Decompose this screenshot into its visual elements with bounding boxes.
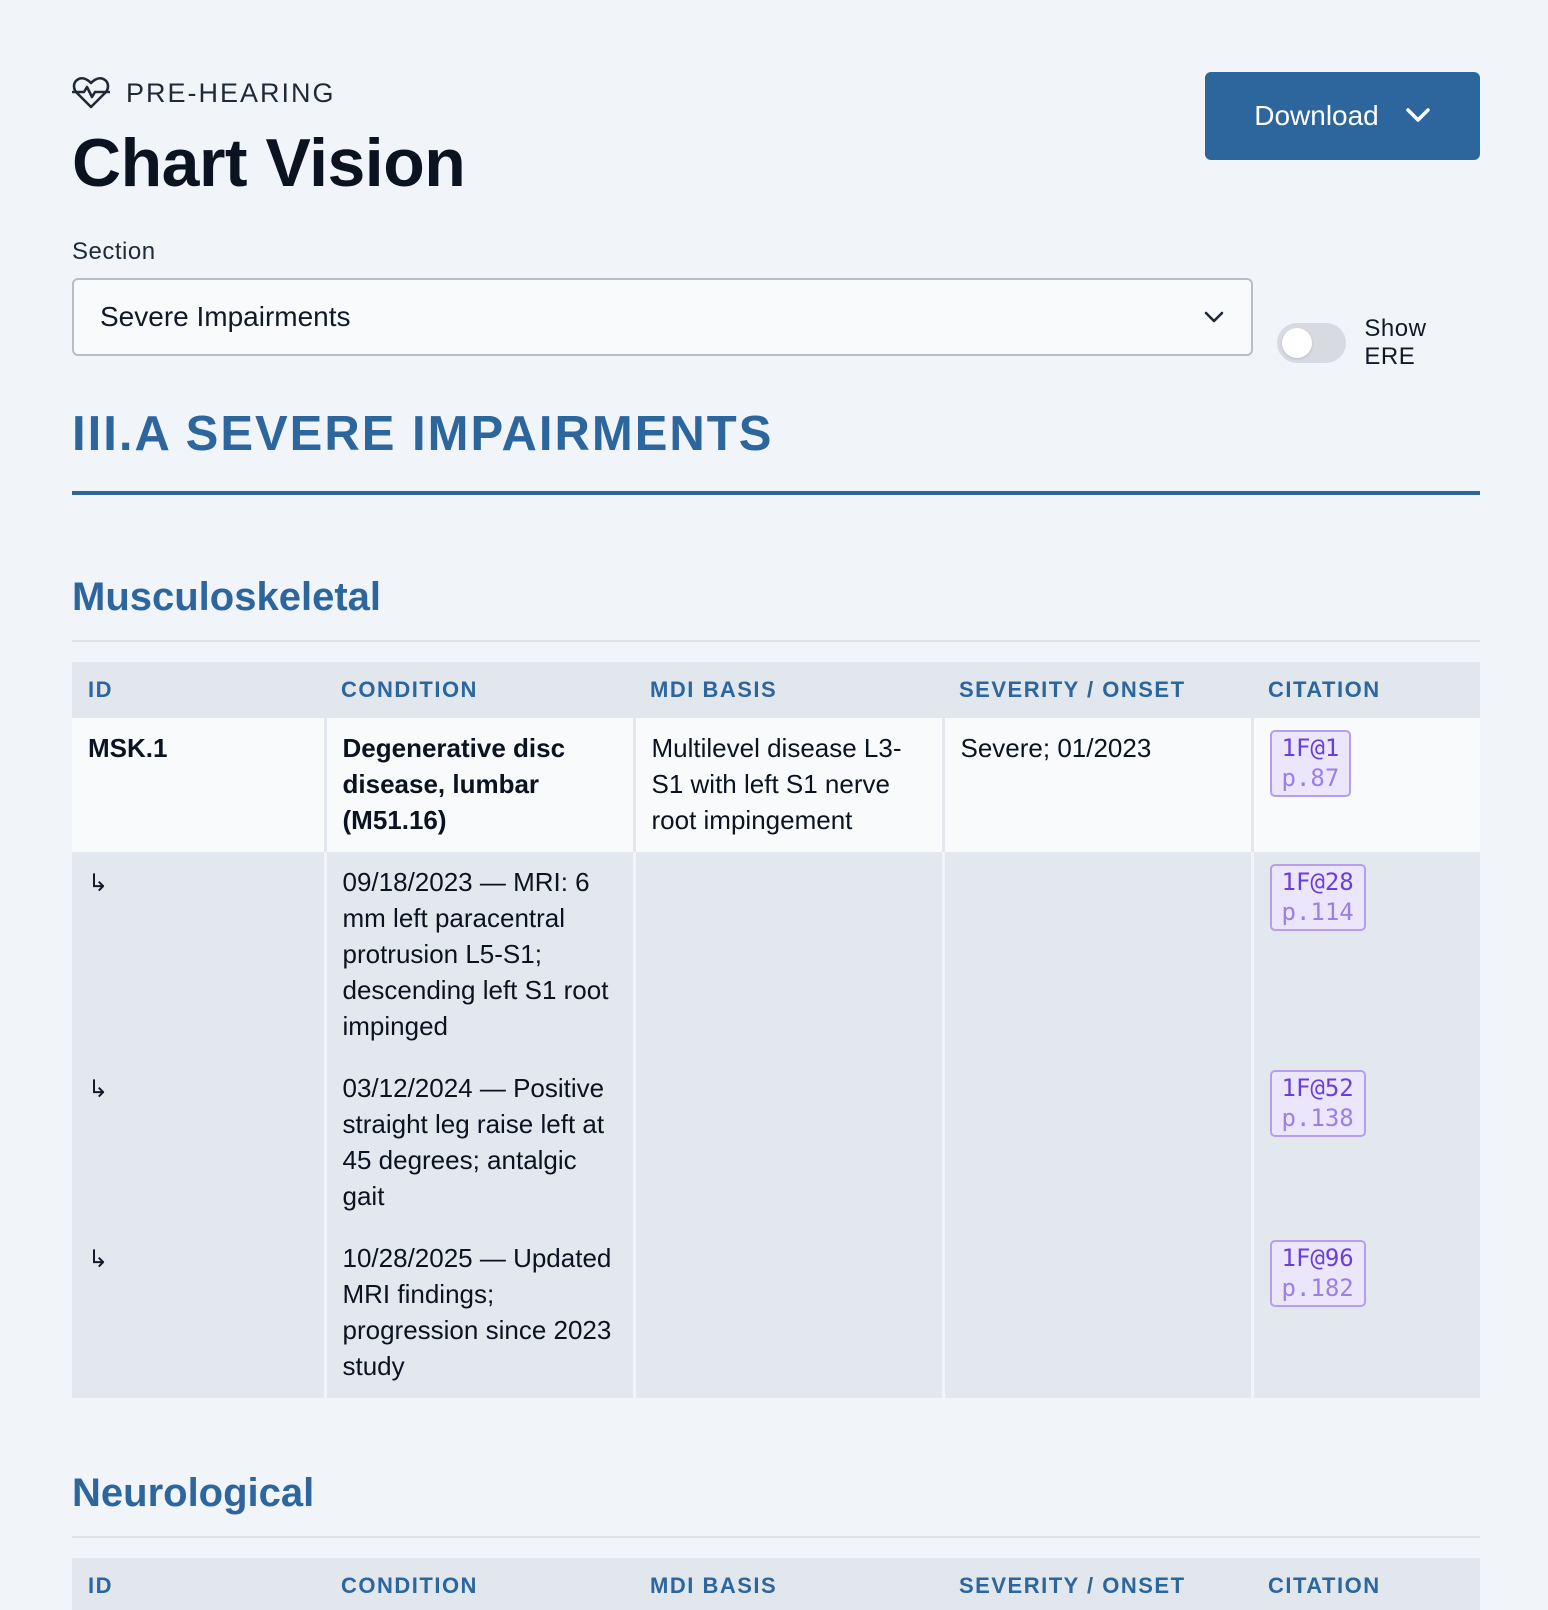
- evidence-arrow-cell: [72, 1058, 325, 1228]
- column-header-id: ID: [72, 1558, 325, 1610]
- table-row: [72, 718, 1480, 852]
- return-arrow-icon: ↳: [88, 1076, 109, 1103]
- citation-cell: [1252, 1228, 1480, 1398]
- empty-cell: [943, 852, 1252, 1058]
- page-title: Chart Vision: [72, 125, 466, 201]
- section-heading: III.A SEVERE IMPAIRMENTS: [72, 407, 774, 461]
- section-divider: [72, 491, 1480, 495]
- show-ere-control: [1277, 315, 1480, 371]
- empty-cell: [634, 852, 943, 1058]
- section-select-value: Severe Impairments: [100, 301, 351, 332]
- section-select[interactable]: [72, 278, 1253, 356]
- group-heading-musculoskeletal: Musculoskeletal: [72, 575, 382, 619]
- group-divider: [72, 640, 1480, 642]
- citation-code: 1F@28: [1281, 868, 1354, 896]
- show-ere-label: Show ERE: [1364, 315, 1427, 370]
- group-heading-neurological: Neurological: [72, 1471, 315, 1515]
- evidence-row: [72, 852, 1480, 1058]
- chevron-down-icon: [1203, 310, 1225, 324]
- impairment-mdi-basis: Multilevel disease L3-S1 with left S1 nerve root impingement: [634, 718, 943, 852]
- empty-cell: [943, 1228, 1252, 1398]
- eyebrow: [72, 76, 336, 110]
- citation-code: 1F@52: [1281, 1074, 1354, 1102]
- return-arrow-icon: ↳: [88, 870, 109, 897]
- return-arrow-icon: ↳: [88, 1246, 109, 1273]
- citation-code: 1F@1: [1281, 734, 1340, 762]
- impairment-id: MSK.1: [72, 718, 325, 852]
- citation-link[interactable]: [1270, 1240, 1366, 1307]
- toggle-knob: [1282, 328, 1312, 358]
- citation-page: p.87: [1281, 764, 1340, 792]
- citation-cell: [1252, 718, 1480, 852]
- citation-link[interactable]: [1270, 864, 1366, 931]
- heart-pulse-icon: [72, 76, 110, 110]
- evidence-row: [72, 1228, 1480, 1398]
- chevron-down-icon: [1405, 107, 1431, 125]
- citation-code: 1F@96: [1281, 1244, 1354, 1272]
- citation-link[interactable]: [1270, 1070, 1366, 1137]
- citation-page: p.182: [1281, 1274, 1354, 1302]
- musculoskeletal-table: [72, 662, 1480, 1398]
- eyebrow-label: PRE-HEARING: [126, 77, 336, 108]
- column-header-mdi-basis: MDI BASIS: [634, 662, 943, 718]
- section-label: Section: [72, 238, 156, 265]
- column-header-mdi-basis: MDI BASIS: [634, 1558, 943, 1610]
- group-divider: [72, 1536, 1480, 1538]
- evidence-arrow-cell: [72, 852, 325, 1058]
- empty-cell: [943, 1058, 1252, 1228]
- evidence-arrow-cell: [72, 1228, 325, 1398]
- neurological-table: [72, 1558, 1480, 1610]
- citation-link[interactable]: [1270, 730, 1352, 797]
- column-header-severity-onset: SEVERITY / ONSET: [943, 662, 1252, 718]
- table-header-row: [72, 1558, 1480, 1610]
- evidence-text: 10/28/2025 — Updated MRI findings; progression since 2023 study: [325, 1228, 634, 1398]
- column-header-severity-onset: SEVERITY / ONSET: [943, 1558, 1252, 1610]
- download-button[interactable]: [1205, 72, 1480, 160]
- show-ere-toggle[interactable]: [1277, 323, 1346, 363]
- column-header-condition: CONDITION: [325, 662, 634, 718]
- citation-page: p.138: [1281, 1104, 1354, 1132]
- evidence-text: 03/12/2024 — Positive straight leg raise left at 45 degrees; antalgic gait: [325, 1058, 634, 1228]
- column-header-condition: CONDITION: [325, 1558, 634, 1610]
- column-header-citation: CITATION: [1252, 1558, 1480, 1610]
- citation-cell: [1252, 852, 1480, 1058]
- column-header-id: ID: [72, 662, 325, 718]
- evidence-row: [72, 1058, 1480, 1228]
- empty-cell: [634, 1228, 943, 1398]
- impairment-condition: Degenerative disc disease, lumbar (M51.16): [325, 718, 634, 852]
- empty-cell: [634, 1058, 943, 1228]
- citation-page: p.114: [1281, 898, 1354, 926]
- table-header-row: [72, 662, 1480, 718]
- download-button-label: Download: [1254, 100, 1379, 131]
- citation-cell: [1252, 1058, 1480, 1228]
- column-header-citation: CITATION: [1252, 662, 1480, 718]
- evidence-text: 09/18/2023 — MRI: 6 mm left paracentral protrusion L5-S1; descending left S1 root impinged: [325, 852, 634, 1058]
- impairment-severity: Severe; 01/2023: [943, 718, 1252, 852]
